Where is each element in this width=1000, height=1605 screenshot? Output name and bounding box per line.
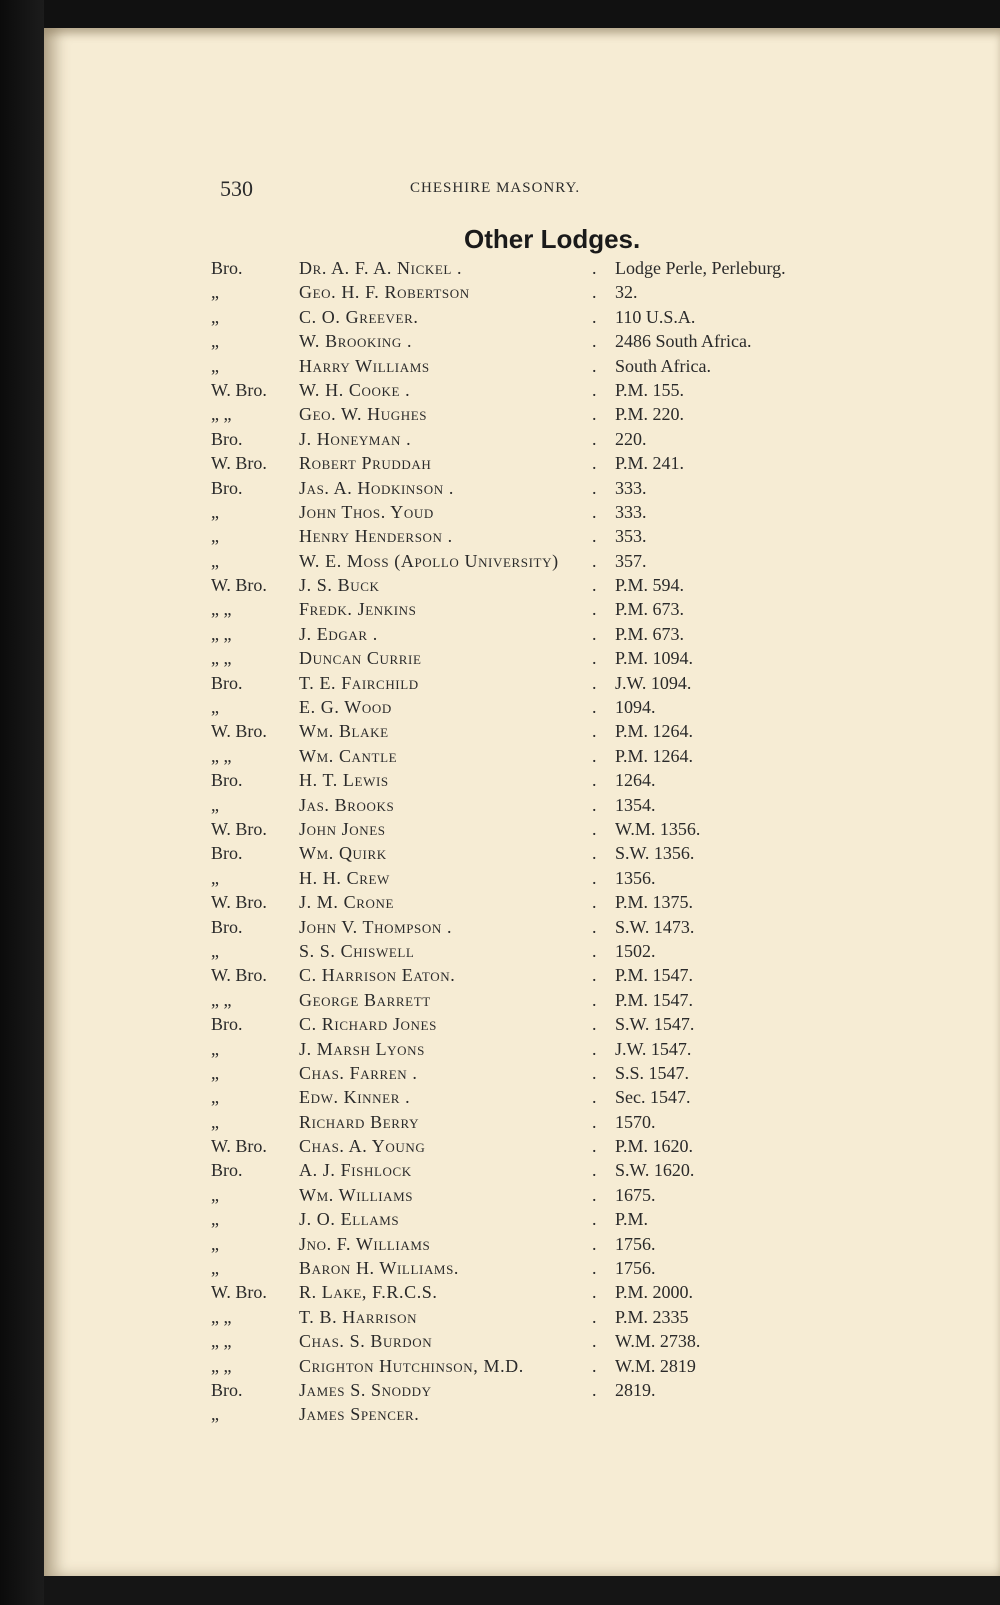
entry-title: „ [211,550,219,571]
entry-name: Chas. A. Young [299,1136,426,1157]
entry-title: W. Bro. [211,1136,267,1157]
entry-row [44,1158,1000,1182]
entry-lodge-info: 357. [615,550,647,571]
entry-row [44,1037,1000,1061]
entry-name: Chas. Farren . [299,1062,418,1083]
entry-lodge-info: 1094. [615,697,656,718]
entry-name: J. Marsh Lyons [299,1038,425,1059]
entry-name: Wm. Blake [299,721,389,742]
entry-leader-dot: . [592,258,597,278]
entry-name: Geo. H. F. Robertson [299,282,470,303]
entry-title: „ „ [211,599,232,620]
entry-leader-dot: . [592,721,597,742]
entry-leader-dot: . [592,989,597,1010]
entry-name: Jas. A. Hodkinson . [299,477,454,498]
entry-name: John V. Thompson . [299,916,453,937]
entry-lodge-info: 32. [615,282,638,303]
entry-name: W. Brooking . [299,331,413,352]
entry-name: Jas. Brooks [299,794,395,815]
entry-name: John Jones [299,818,386,839]
entry-title: Bro. [211,1160,243,1181]
entry-leader-dot: . [592,1160,597,1181]
entry-row [44,476,1000,500]
entry-leader-dot: . [592,331,597,352]
entry-name: R. Lake, F.R.C.S. [299,1282,438,1303]
entry-title: „ [211,794,219,815]
entry-title: „ [211,1038,219,1059]
entry-lodge-info: P.M. 1094. [615,648,694,669]
entry-title: Bro. [211,1379,243,1400]
entry-lodge-info: 110 U.S.A. [615,306,696,327]
entry-row [44,1354,1000,1378]
entry-name: T. E. Fairchild [299,672,419,693]
entry-lodge-info: S.W. 1356. [615,843,695,864]
entry-row [44,793,1000,817]
entry-lodge-info: P.M. 1547. [615,965,694,986]
entry-lodge-info: P.M. 1375. [615,892,694,913]
entry-leader-dot: . [592,794,597,815]
entry-row [44,744,1000,768]
entry-row [44,329,1000,353]
entry-leader-dot: . [592,355,597,376]
entry-lodge-info: P.M. 220. [615,404,685,425]
entry-leader-dot: . [592,623,597,644]
entry-name: Fredk. Jenkins [299,599,417,620]
entry-lodge-info: 353. [615,526,647,547]
entry-leader-dot: . [592,1282,597,1303]
entry-name: J. Edgar . [299,623,378,644]
entry-lodge-info: 1356. [615,867,656,888]
entry-row [44,1256,1000,1280]
entry-leader-dot: . [592,575,597,596]
entry-leader-dot: . [592,648,597,669]
entry-lodge-info: 1354. [615,794,656,815]
entry-name: J. O. Ellams [299,1209,400,1230]
entry-title: „ [211,282,219,303]
entry-lodge-info: 1502. [615,940,656,961]
entry-title: „ [211,940,219,961]
entry-leader-dot: . [592,1136,597,1157]
entry-leader-dot: . [592,1209,597,1230]
entry-row [44,768,1000,792]
entry-title: „ [211,1087,219,1108]
entry-leader-dot: . [592,916,597,937]
entry-row [44,671,1000,695]
entry-lodge-info: 1756. [615,1258,656,1279]
entry-leader-dot: . [592,379,597,400]
entry-row [44,573,1000,597]
entry-title: W. Bro. [211,1282,267,1303]
entry-row [44,939,1000,963]
entry-lodge-info: 220. [615,428,647,449]
entry-row [44,1183,1000,1207]
entry-leader-dot: . [592,599,597,620]
entry-leader-dot: . [592,1233,597,1254]
entry-name: W. E. Moss (Apollo University) [299,550,559,571]
entry-lodge-info: P.M. 594. [615,575,685,596]
entry-name: C. Richard Jones [299,1014,437,1035]
entry-name: W. H. Cooke . [299,379,411,400]
entry-leader-dot: . [592,428,597,449]
entry-title: „ „ [211,1355,232,1376]
entry-row [44,622,1000,646]
entry-title: „ „ [211,648,232,669]
entry-name: S. S. Chiswell [299,940,415,961]
entry-lodge-info: P.M. 155. [615,379,685,400]
entry-row [44,1329,1000,1353]
entry-title: Bro. [211,770,243,791]
entry-row [44,841,1000,865]
entry-row [44,1134,1000,1158]
entry-name: Robert Pruddah [299,453,432,474]
lodge-entries-list [44,256,1000,1427]
entry-title: Bro. [211,843,243,864]
entry-row [44,597,1000,621]
entry-title: „ „ [211,745,232,766]
entry-title: W. Bro. [211,453,267,474]
entry-title: „ [211,355,219,376]
entry-lodge-info: S.S. 1547. [615,1062,690,1083]
entry-lodge-info: S.W. 1620. [615,1160,695,1181]
entry-title: W. Bro. [211,818,267,839]
entry-leader-dot: . [592,306,597,327]
entry-leader-dot: . [592,404,597,425]
entry-name: Chas. S. Burdon [299,1331,433,1352]
entry-leader-dot: . [592,867,597,888]
entry-row [44,1061,1000,1085]
entry-lodge-info: P.M. 1620. [615,1136,694,1157]
entry-name: Wm. Cantle [299,745,398,766]
entry-lodge-info: P.M. [615,1209,649,1230]
entry-row [44,378,1000,402]
entry-lodge-info: 2486 South Africa. [615,331,752,352]
entry-name: C. O. Greever. [299,306,419,327]
entry-name: Edw. Kinner . [299,1087,411,1108]
entry-lodge-info: 333. [615,477,647,498]
entry-leader-dot: . [592,965,597,986]
entry-title: Bro. [211,428,243,449]
entry-title: W. Bro. [211,721,267,742]
entry-name: J. Honeyman . [299,428,412,449]
book-page [44,28,1000,1576]
entry-leader-dot: . [592,892,597,913]
entry-title: „ „ [211,989,232,1010]
entry-leader-dot: . [592,1062,597,1083]
entry-row [44,524,1000,548]
entry-row [44,305,1000,329]
entry-title: „ [211,867,219,888]
entry-title: „ „ [211,623,232,644]
entry-name: James Spencer. [299,1404,420,1425]
entry-title: W. Bro. [211,892,267,913]
entry-leader-dot: . [592,1111,597,1132]
entry-title: „ „ [211,1331,232,1352]
entry-leader-dot: . [592,672,597,693]
entry-name: Wm. Quirk [299,843,387,864]
entry-lodge-info: W.M. 2738. [615,1331,701,1352]
entry-row [44,427,1000,451]
section-title: Other Lodges. [464,224,641,254]
entry-title: „ „ [211,404,232,425]
entry-name: H. H. Crew [299,867,390,888]
entry-title: Bro. [211,258,243,278]
entry-lodge-info: 1264. [615,770,656,791]
entry-row [44,1207,1000,1231]
entry-title: „ [211,306,219,327]
entry-row [44,549,1000,573]
entry-name: J. M. Crone [299,892,395,913]
entry-title: „ [211,1209,219,1230]
entry-leader-dot: . [592,477,597,498]
entry-title: Bro. [211,916,243,937]
entry-row [44,866,1000,890]
entry-lodge-info: P.M. 1264. [615,721,694,742]
entry-row [44,500,1000,524]
entry-lodge-info: P.M. 1547. [615,989,694,1010]
entry-lodge-info: South Africa. [615,355,711,376]
entry-title: W. Bro. [211,379,267,400]
entry-lodge-info: P.M. 2335 [615,1306,689,1327]
entry-leader-dot: . [592,282,597,303]
entry-leader-dot: . [592,843,597,864]
entry-lodge-info: S.W. 1473. [615,916,695,937]
entry-lodge-info: W.M. 1356. [615,818,701,839]
entry-title: „ [211,501,219,522]
entry-lodge-info: P.M. 673. [615,623,685,644]
entry-title: „ [211,1233,219,1254]
entry-name: John Thos. Youd [299,501,434,522]
entry-leader-dot: . [592,1184,597,1205]
entry-title: W. Bro. [211,575,267,596]
entry-lodge-info: 1675. [615,1184,656,1205]
entry-row [44,1110,1000,1134]
entry-title: Bro. [211,1014,243,1035]
entry-row [44,1232,1000,1256]
entry-row [44,1378,1000,1402]
entry-leader-dot: . [592,550,597,571]
entry-title: „ [211,526,219,547]
entry-leader-dot: . [592,1331,597,1352]
entry-row [44,1085,1000,1109]
entry-lodge-info: P.M. 1264. [615,745,694,766]
entry-name: T. B. Harrison [299,1306,418,1327]
entry-lodge-info: 333. [615,501,647,522]
entry-leader-dot: . [592,940,597,961]
entry-name: Geo. W. Hughes [299,404,428,425]
entry-name: Duncan Currie [299,648,422,669]
entry-name: Richard Berry [299,1111,420,1132]
entry-title: „ [211,1404,219,1425]
entry-lodge-info: 1756. [615,1233,656,1254]
entry-lodge-info: S.W. 1547. [615,1014,695,1035]
entry-lodge-info: P.M. 673. [615,599,685,620]
entry-title: „ [211,1258,219,1279]
book-spine-edge [0,0,44,1605]
entry-leader-dot: . [592,1379,597,1400]
entry-leader-dot: . [592,697,597,718]
entry-name: J. S. Buck [299,575,380,596]
entry-name: Harry Williams [299,355,430,376]
entry-title: „ [211,1062,219,1083]
entry-name: Henry Henderson . [299,526,453,547]
entry-row [44,963,1000,987]
page-number: 530 [220,176,253,201]
entry-row [44,280,1000,304]
entry-leader-dot: . [592,453,597,474]
entry-row [44,1012,1000,1036]
entry-lodge-info: P.M. 241. [615,453,685,474]
entry-row [44,1305,1000,1329]
entry-lodge-info: J.W. 1094. [615,672,692,693]
entry-row [44,1402,1000,1426]
entry-name: Jno. F. Williams [299,1233,431,1254]
running-head: CHESHIRE MASONRY. [410,180,581,196]
entry-name: C. Harrison Eaton. [299,965,456,986]
entry-name: George Barrett [299,989,431,1010]
entry-leader-dot: . [592,1355,597,1376]
entry-title: Bro. [211,477,243,498]
entry-row [44,451,1000,475]
entry-lodge-info: 1570. [615,1111,656,1132]
entry-row [44,915,1000,939]
entry-name: Baron H. Williams. [299,1258,460,1279]
entry-lodge-info: Lodge Perle, Perleburg. [615,258,786,278]
entry-title: W. Bro. [211,965,267,986]
entry-leader-dot: . [592,1038,597,1059]
entry-row [44,719,1000,743]
entry-leader-dot: . [592,818,597,839]
entry-title: „ [211,1111,219,1132]
entry-title: „ „ [211,1306,232,1327]
entry-leader-dot: . [592,1306,597,1327]
entry-row [44,1280,1000,1304]
entry-lodge-info: W.M. 2819 [615,1355,696,1376]
entry-leader-dot: . [592,1258,597,1279]
entry-name: Wm. Williams [299,1184,414,1205]
entry-leader-dot: . [592,526,597,547]
entry-row [44,354,1000,378]
entry-lodge-info: Sec. 1547. [615,1087,691,1108]
entry-name: James S. Snoddy [299,1379,432,1400]
entry-title: Bro. [211,672,243,693]
entry-title: „ [211,331,219,352]
entry-row [44,402,1000,426]
entry-row [44,695,1000,719]
entry-name: Crighton Hutchinson, M.D. [299,1355,524,1376]
entry-lodge-info: J.W. 1547. [615,1038,692,1059]
entry-row [44,890,1000,914]
entry-row [44,646,1000,670]
entry-name: Dr. A. F. A. Nickel . [299,258,463,278]
entry-name: H. T. Lewis [299,770,389,791]
entry-leader-dot: . [592,501,597,522]
entry-title: „ [211,1184,219,1205]
entry-lodge-info: P.M. 2000. [615,1282,694,1303]
entry-title: „ [211,697,219,718]
entry-row [44,817,1000,841]
entry-lodge-info: 2819. [615,1379,656,1400]
entry-leader-dot: . [592,1014,597,1035]
bottom-shadow-strip [44,1576,1000,1605]
entry-leader-dot: . [592,1087,597,1108]
entry-leader-dot: . [592,745,597,766]
entry-leader-dot: . [592,770,597,791]
entry-name: A. J. Fishlock [299,1160,412,1181]
entry-name: E. G. Wood [299,697,392,718]
entry-row [44,256,1000,280]
entry-row [44,988,1000,1012]
